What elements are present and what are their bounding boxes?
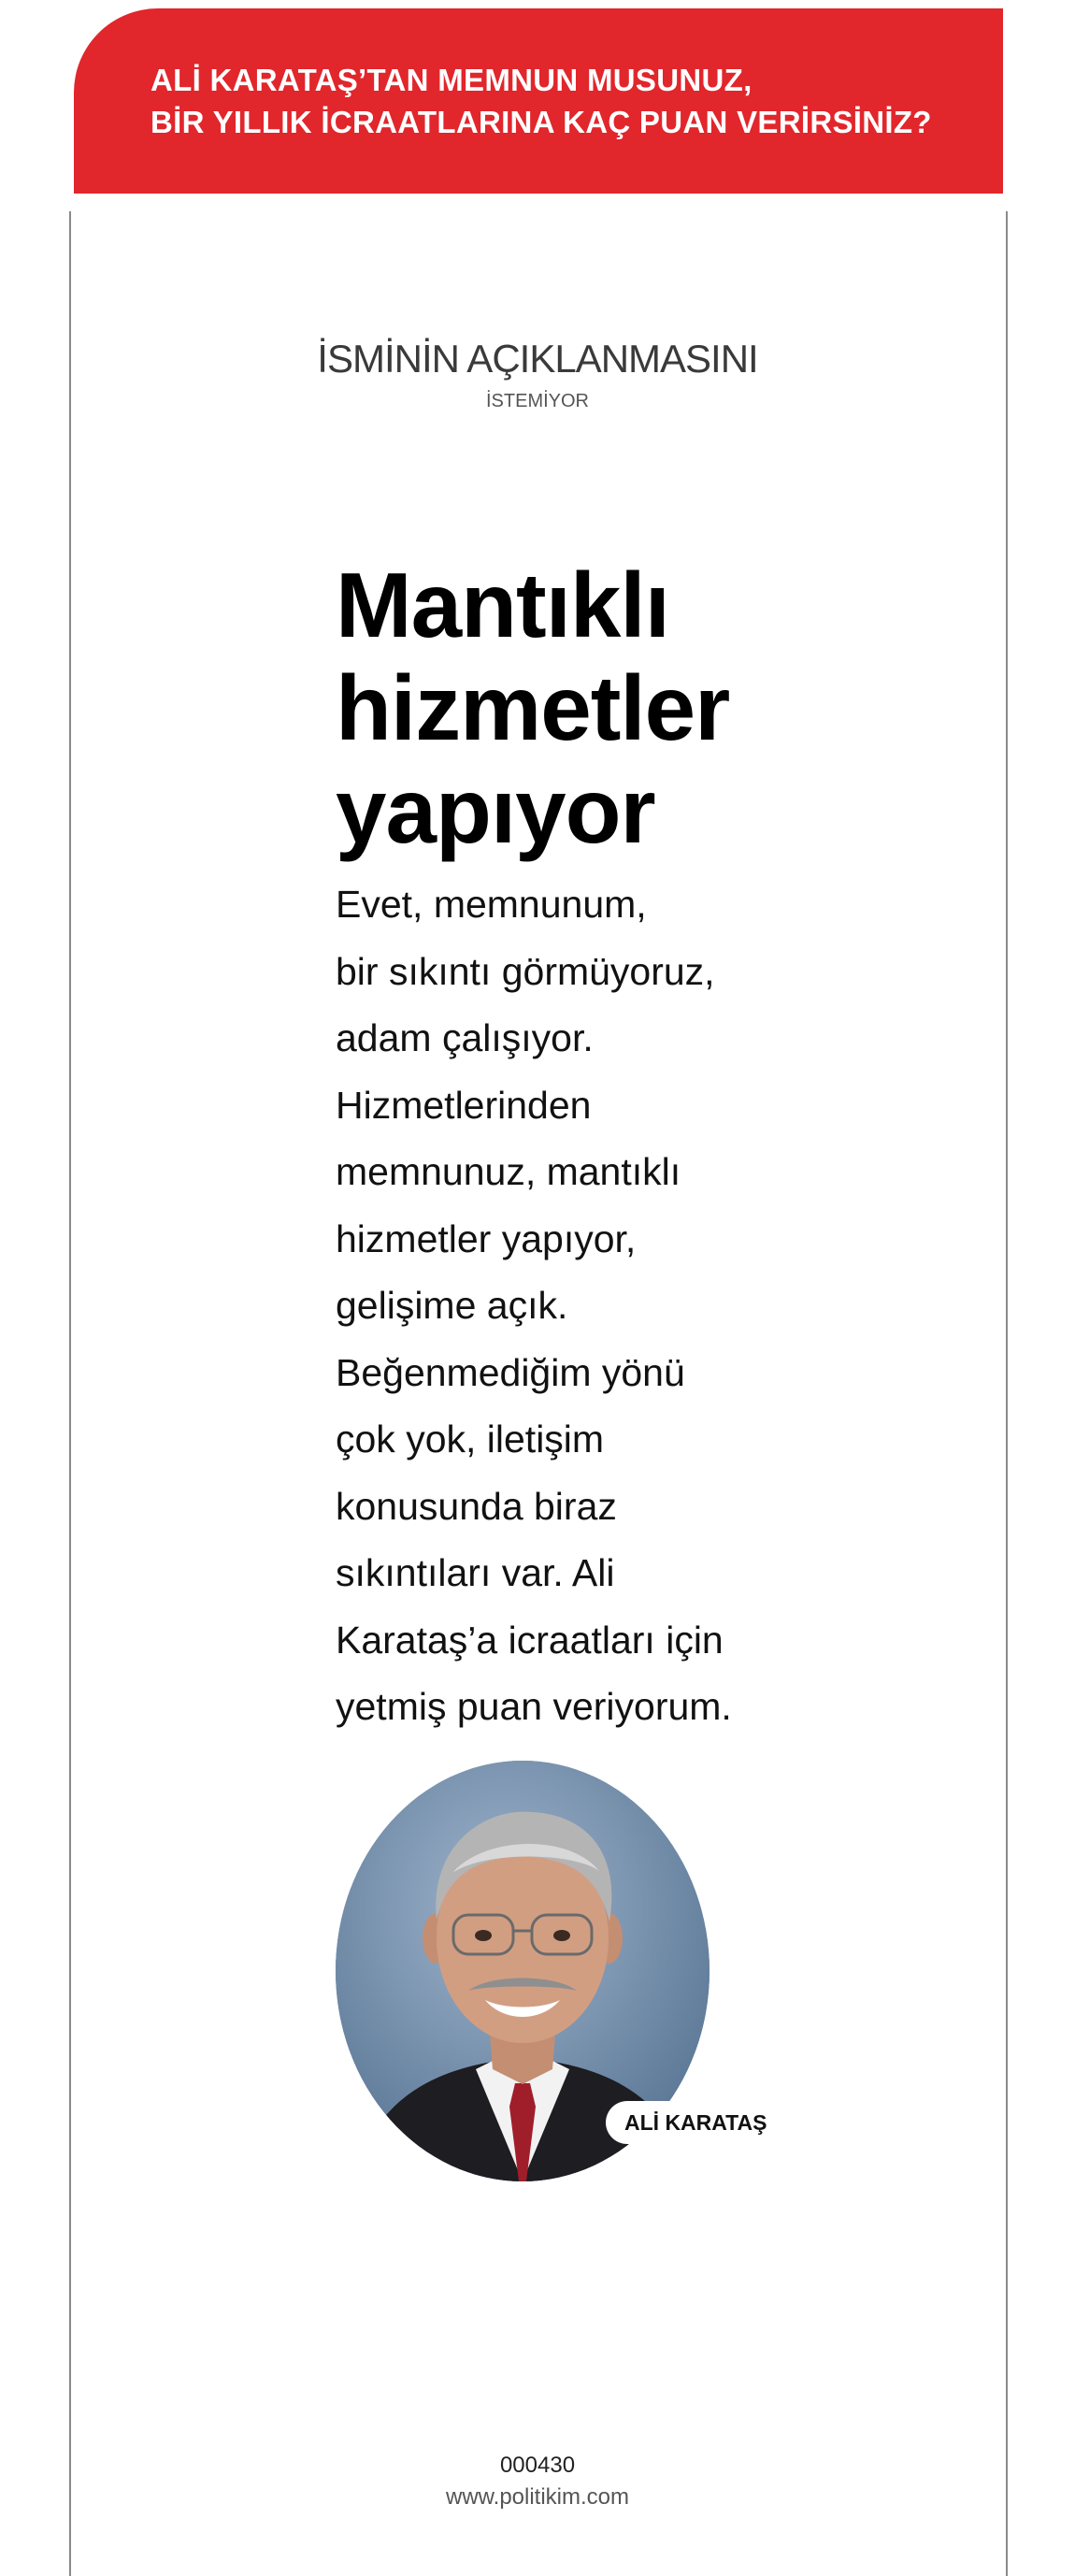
- frame-right-border: [1006, 211, 1008, 2576]
- headline-line: Mantıklı: [336, 554, 669, 656]
- portrait-name-label: ALİ KARATAŞ: [606, 2101, 783, 2144]
- quote-line: çok yok, iletişim: [336, 1418, 605, 1461]
- quote-line: bir sıkıntı görmüyoruz,: [336, 949, 715, 993]
- quote-line: adam çalışıyor.: [336, 1016, 594, 1059]
- respondent-name: İSMİNİN AÇIKLANMASINI: [317, 337, 758, 381]
- headline-line: yapıyor: [336, 759, 655, 862]
- quote-line: Karataş’a icraatları için: [336, 1618, 724, 1662]
- banner-question-line-1: ALİ KARATAŞ’TAN MEMNUN MUSUNUZ,: [150, 63, 752, 97]
- quote-line: gelişime açık.: [336, 1284, 568, 1327]
- quote-line: Evet, memnunum,: [336, 883, 647, 926]
- survey-question-banner: [74, 8, 1003, 194]
- quote-body: [336, 871, 803, 1741]
- headline-line: hizmetler: [336, 656, 730, 759]
- footer-url: www.politikim.com: [445, 2484, 630, 2510]
- footer-code: 000430: [499, 2453, 576, 2478]
- quote-line: Hizmetlerinden: [336, 1083, 592, 1127]
- quote-line: hizmetler yapıyor,: [336, 1216, 637, 1260]
- quote-headline: [336, 554, 822, 862]
- quote-line: yetmiş puan veriyorum.: [336, 1685, 732, 1728]
- quote-line: memnunuz, mantıklı: [336, 1150, 681, 1193]
- frame-left-border: [69, 211, 71, 2576]
- banner-question-line-2: BİR YILLIK İCRAATLARINA KAÇ PUAN VERİRSİNİZ?: [150, 105, 932, 139]
- respondent-note: İSTEMİYOR: [485, 391, 589, 411]
- quote-line: Beğenmediğim yönü: [336, 1350, 685, 1394]
- quote-line: konusunda biraz: [336, 1484, 617, 1528]
- quote-line: sıkıntıları var. Ali: [336, 1551, 615, 1594]
